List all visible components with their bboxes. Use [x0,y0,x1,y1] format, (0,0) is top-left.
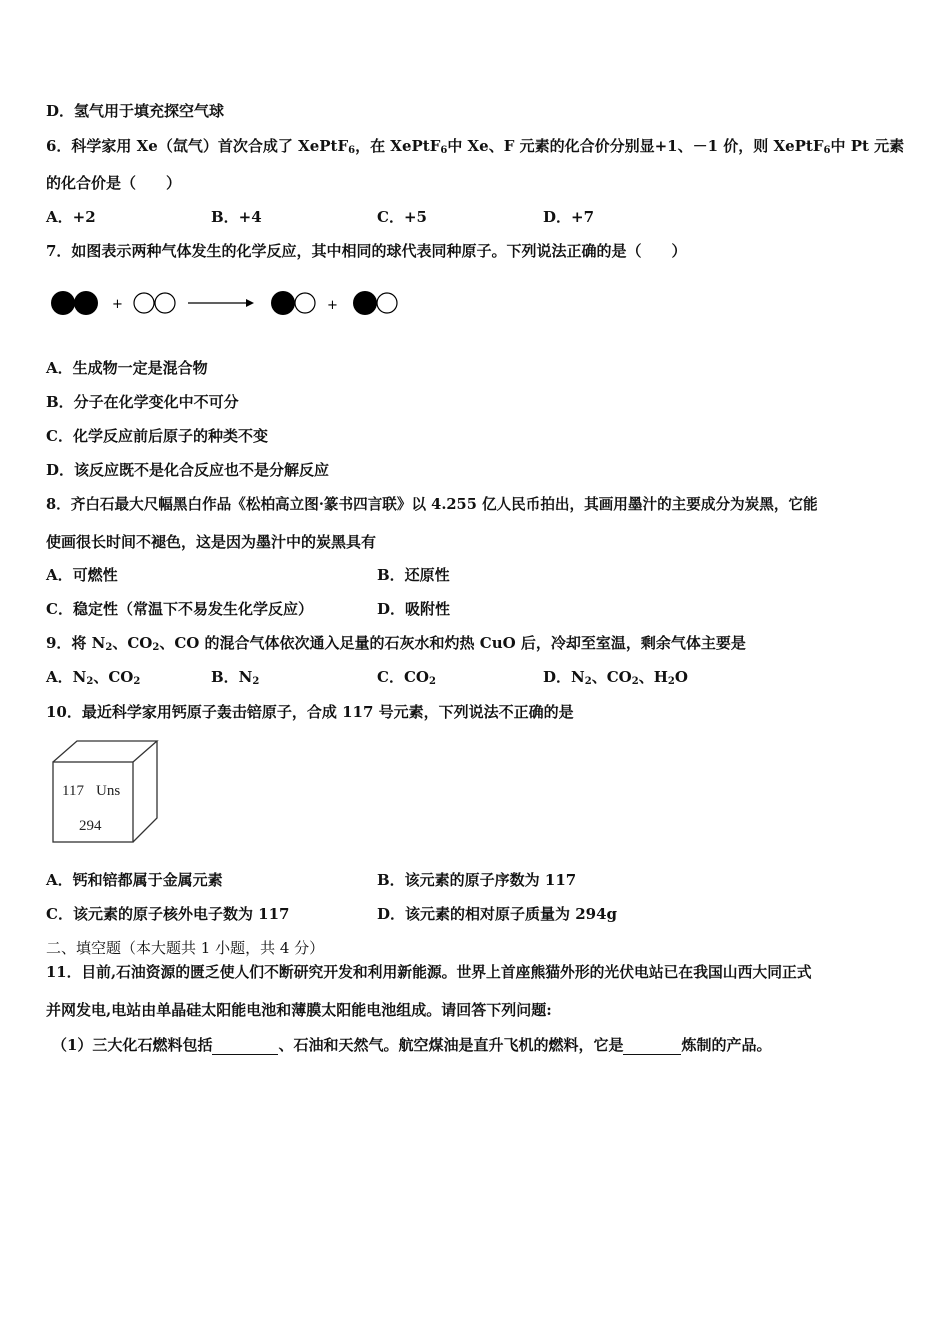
q5-option-d: D．氢气用于填充探空气球 [46,102,225,120]
q8-option-c: C．稳定性（常温下不易发生化学反应） [46,600,313,618]
q8-option-a: A．可燃性 [46,566,118,584]
product-molecule-1 [271,291,315,315]
cube-element-symbol: Uns [96,783,121,799]
q6-option-c: C．+5 [377,208,427,226]
q10-option-d: D．该元素的相对原子质量为 294g [377,905,618,923]
q8-stem-line1: 8．齐白石最大尺幅黑白作品《松柏高立图·篆书四言联》以 4.255 亿人民币拍出，其画用墨汁的主要成分为炭黑，它能 [46,496,818,513]
reaction-arrow [188,299,254,307]
q7-option-d: D．该反应既不是化合反应也不是分解反应 [46,461,330,479]
product-molecule-2 [353,291,397,315]
element-cube-diagram [50,738,162,846]
fill-blank-1[interactable] [212,1038,278,1055]
reaction-diagram [46,282,416,328]
q9-option-c: C．$CO_2$ [377,668,436,687]
q7-stem: 7．如图表示两种气体发生的化学反应，其中相同的球代表同种原子。下列说法正确的是（ ） [46,242,687,260]
q9-option-b: B．$N_2$ [211,668,260,687]
q8-option-b: B．还原性 [377,566,450,584]
reactant-black-molecule [51,291,98,315]
q6-option-d: D．+7 [543,208,595,226]
q11-part1: （1）三大化石燃料包括 、石油和天然气。航空煤油是直升飞机的燃料，它是 炼制的产品。 [52,1036,772,1054]
cube-atomic-mass: 294 [79,818,102,834]
q10-stem: 10．最近科学家用钙原子轰击锫原子，合成 117 号元素，下列说法不正确的是 [46,703,574,721]
q6-option-a: A．+2 [46,208,96,226]
section-2-title: 二、填空题（本大题共 1 小题，共 4 分） [46,939,325,957]
q8-option-d: D．吸附性 [377,600,451,618]
reaction-plus-2: + [327,298,338,313]
q6-option-b: B．+4 [211,208,262,226]
q10-option-b: B．该元素的原子序数为 117 [377,871,577,889]
q6-stem-line2: 的化合价是（ ） [46,174,182,192]
q9-option-d: D．$N_2$、$CO_2$、$H_2O$ [543,668,688,687]
q10-option-c: C．该元素的原子核外电子数为 117 [46,905,290,923]
q7-option-b: B．分子在化学变化中不可分 [46,393,239,411]
q7-option-c: C．化学反应前后原子的种类不变 [46,427,268,445]
q11-stem-line1: 11．目前,石油资源的匮乏使人们不断研究开发和利用新能源。世界上首座熊猫外形的光伏电站已在我国山西大同正式 [46,964,812,981]
q9-option-a: A．$N_2$、$CO_2$ [46,668,141,687]
reaction-plus-1: + [112,297,123,312]
fill-blank-2[interactable] [623,1038,681,1055]
q8-stem-line2: 使画很长时间不褪色，这是因为墨汁中的炭黑具有 [46,533,377,551]
q6-stem-line1: 6．科学家用 Xe（氙气）首次合成了 XePtF$_6$，在 XePtF$_6$中 Xe、F 元素的化合价分别显+1、－1 价，则 XePtF$_6$中 Pt 元素 [46,137,905,156]
q10-option-a: A．钙和锫都属于金属元素 [46,871,223,889]
q9-stem: 9．将 $N_2$、$CO_2$、CO 的混合气体依次通入足量的石灰水和灼热 CuO 后，冷却至室温，剩余气体主要是 [46,634,746,653]
cube-atomic-number: 117 [62,783,84,799]
q11-stem-line2: 并网发电,电站由单晶硅太阳能电池和薄膜太阳能电池组成。请回答下列问题: [46,1001,552,1019]
reactant-white-molecule [134,293,175,313]
q7-option-a: A．生成物一定是混合物 [46,359,208,377]
